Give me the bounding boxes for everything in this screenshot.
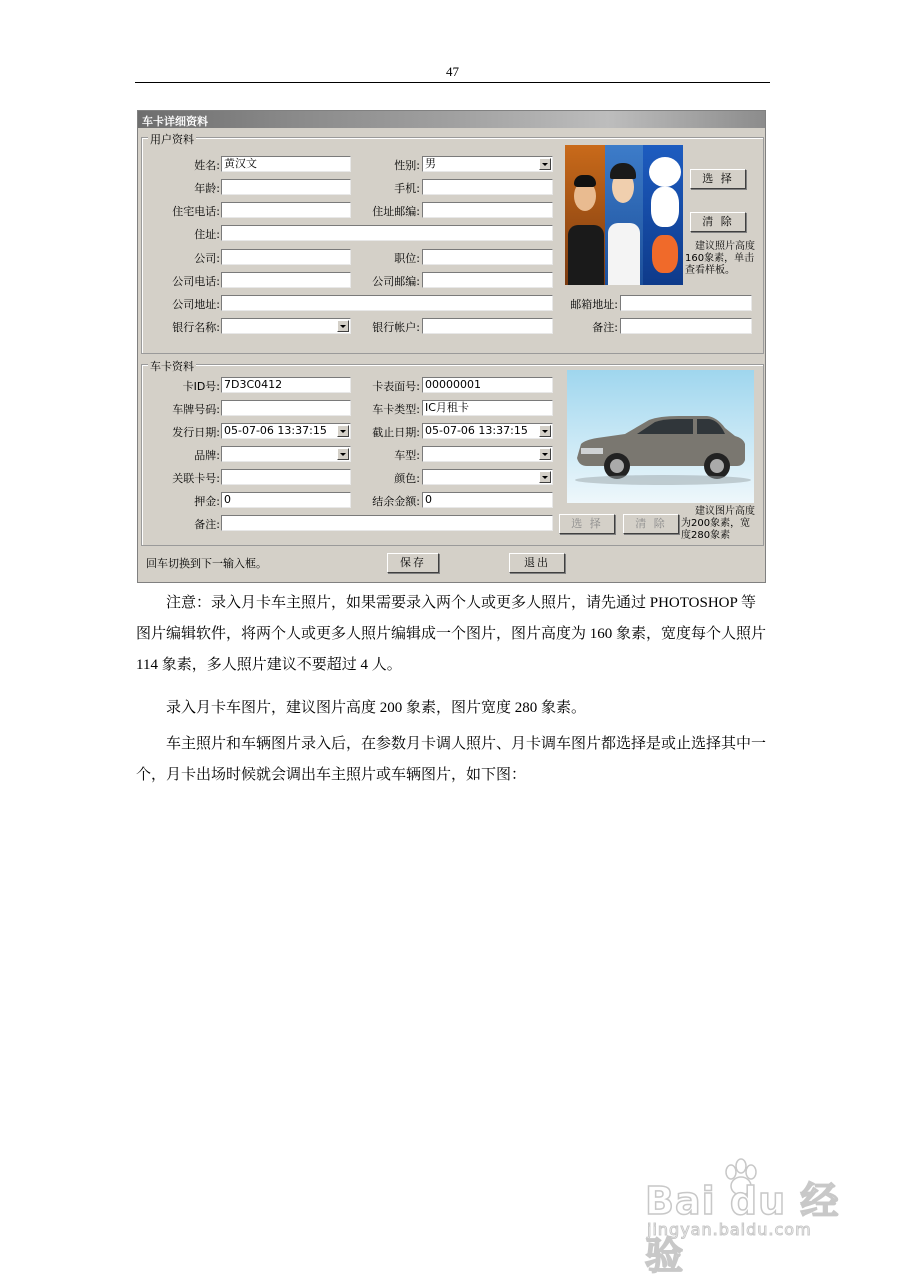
position-label: 职位: [394, 252, 420, 265]
paragraph-car-image: 录入月卡车图片，建议图片高度 200 象素，图片宽度 280 象素。 [166, 700, 587, 716]
chevron-down-icon[interactable] [539, 448, 551, 460]
deposit-field[interactable]: 0 [221, 492, 351, 508]
brand-select[interactable] [221, 446, 351, 462]
position-field[interactable] [422, 249, 553, 265]
company-phone-field[interactable] [221, 272, 351, 288]
issue-date-label: 发行日期: [172, 426, 220, 439]
car-remark-label: 备注: [194, 518, 220, 531]
address-label: 住址: [194, 228, 220, 241]
chevron-down-icon[interactable] [337, 448, 349, 460]
paragraph-exit-display: 车主照片和车辆图片录入后，在参数月卡调人照片、月卡调车图片都选择是或止选择其中一个，月卡出场时候就会调出车主照片或车辆图片，如下图： [136, 736, 767, 783]
issue-date-picker[interactable] [221, 423, 351, 439]
save-button[interactable]: 保存 [387, 553, 439, 573]
mail-address-field[interactable] [620, 295, 752, 311]
chevron-down-icon[interactable] [539, 158, 551, 170]
car-group-title: 车卡资料 [150, 360, 194, 373]
gender-label: 性别: [394, 159, 420, 172]
linked-card-field[interactable] [221, 469, 351, 485]
mobile-field[interactable] [422, 179, 553, 195]
home-phone-label: 住宅电话: [172, 205, 220, 218]
mobile-label: 手机: [394, 182, 420, 195]
address-field[interactable] [221, 225, 553, 241]
age-field[interactable] [221, 179, 351, 195]
plate-label: 车牌号码: [172, 403, 220, 416]
model-select[interactable] [422, 446, 553, 462]
issue-date-value: 05-07-06 13:37:15 [224, 424, 327, 437]
age-label: 年龄: [194, 182, 220, 195]
brand-label: 品牌: [194, 449, 220, 462]
card-id-field[interactable]: 7D3C0412 [221, 377, 351, 393]
car-photo-clear-button[interactable]: 清 除 [623, 514, 679, 534]
owner-photo-clear-button[interactable]: 清 除 [690, 212, 746, 232]
paragraph-note: 注意：录入月卡车主照片，如果需要录入两个人或更多人照片，请先通过 PHOTOSHOP 等图片编辑软件，将两个人或更多人照片编辑成一个图片，图片高度为 160 象素，宽度每个人照片 114 象素，多人照片建议不要超过 4 人。 [136, 595, 767, 673]
car-remark-field[interactable] [221, 515, 553, 531]
chevron-down-icon[interactable] [539, 471, 551, 483]
user-remark-label: 备注: [592, 321, 618, 334]
company-field[interactable] [221, 249, 351, 265]
company-address-label: 公司地址: [172, 298, 220, 311]
watermark-logo: Bai du 经验 [645, 1179, 840, 1278]
gender-select[interactable] [422, 156, 553, 172]
user-group-title: 用户资料 [150, 133, 194, 146]
name-label: 姓名: [194, 159, 220, 172]
header-rule [135, 82, 770, 83]
owner-photo-hint: 建议照片高度 160象素，单击 查看样板。 [685, 241, 755, 276]
car-icon [567, 370, 754, 503]
chevron-down-icon[interactable] [539, 425, 551, 437]
color-label: 颜色: [394, 472, 420, 485]
card-face-field[interactable]: 00000001 [422, 377, 553, 393]
owner-photo-select-button[interactable]: 选 择 [690, 169, 746, 189]
card-id-label: 卡ID号: [182, 380, 220, 393]
company-label: 公司: [194, 252, 220, 265]
plate-field[interactable] [221, 400, 351, 416]
home-phone-field[interactable] [221, 202, 351, 218]
home-zip-label: 住址邮编: [372, 205, 420, 218]
user-remark-field[interactable] [620, 318, 752, 334]
bank-account-field[interactable] [422, 318, 553, 334]
car-photo[interactable] [567, 370, 754, 503]
model-label: 车型: [394, 449, 420, 462]
owner-photo[interactable] [565, 145, 683, 285]
dialog-titlebar [138, 111, 765, 128]
car-photo-hint: 建议图片高度 为200象素，宽 度280象素 [681, 506, 755, 541]
balance-field[interactable]: 0 [422, 492, 553, 508]
bank-name-select[interactable] [221, 318, 351, 334]
company-phone-label: 公司电话: [172, 275, 220, 288]
company-zip-field[interactable] [422, 272, 553, 288]
watermark-url: jingyan.baidu.com [647, 1220, 812, 1239]
company-address-field[interactable] [221, 295, 553, 311]
car-photo-select-button[interactable]: 选 择 [559, 514, 615, 534]
card-type-field[interactable]: IC月租卡 [422, 400, 553, 416]
expire-date-picker[interactable] [422, 423, 553, 439]
gender-value: 男 [425, 157, 436, 170]
exit-button[interactable]: 退出 [509, 553, 565, 573]
linked-card-label: 关联卡号: [172, 472, 220, 485]
bank-name-label: 银行名称: [172, 321, 220, 334]
color-select[interactable] [422, 469, 553, 485]
dialog-title: 车卡详细资料 [142, 115, 208, 128]
card-type-label: 车卡类型: [372, 403, 420, 416]
balance-label: 结余金额: [372, 495, 420, 508]
status-text: 回车切换到下一输入框。 [146, 557, 267, 570]
name-field[interactable]: 黄汉文 [221, 156, 351, 172]
expire-date-label: 截止日期: [372, 426, 420, 439]
company-zip-label: 公司邮编: [372, 275, 420, 288]
card-face-label: 卡表面号: [372, 380, 420, 393]
page-number: 47 [446, 64, 459, 79]
baidu-jingyan-watermark [645, 1158, 855, 1278]
bank-account-label: 银行帐户: [372, 321, 420, 334]
mail-address-label: 邮箱地址: [570, 298, 618, 311]
home-zip-field[interactable] [422, 202, 553, 218]
card-detail-dialog [137, 110, 766, 583]
deposit-label: 押金: [194, 495, 220, 508]
expire-date-value: 05-07-06 13:37:15 [425, 424, 528, 437]
